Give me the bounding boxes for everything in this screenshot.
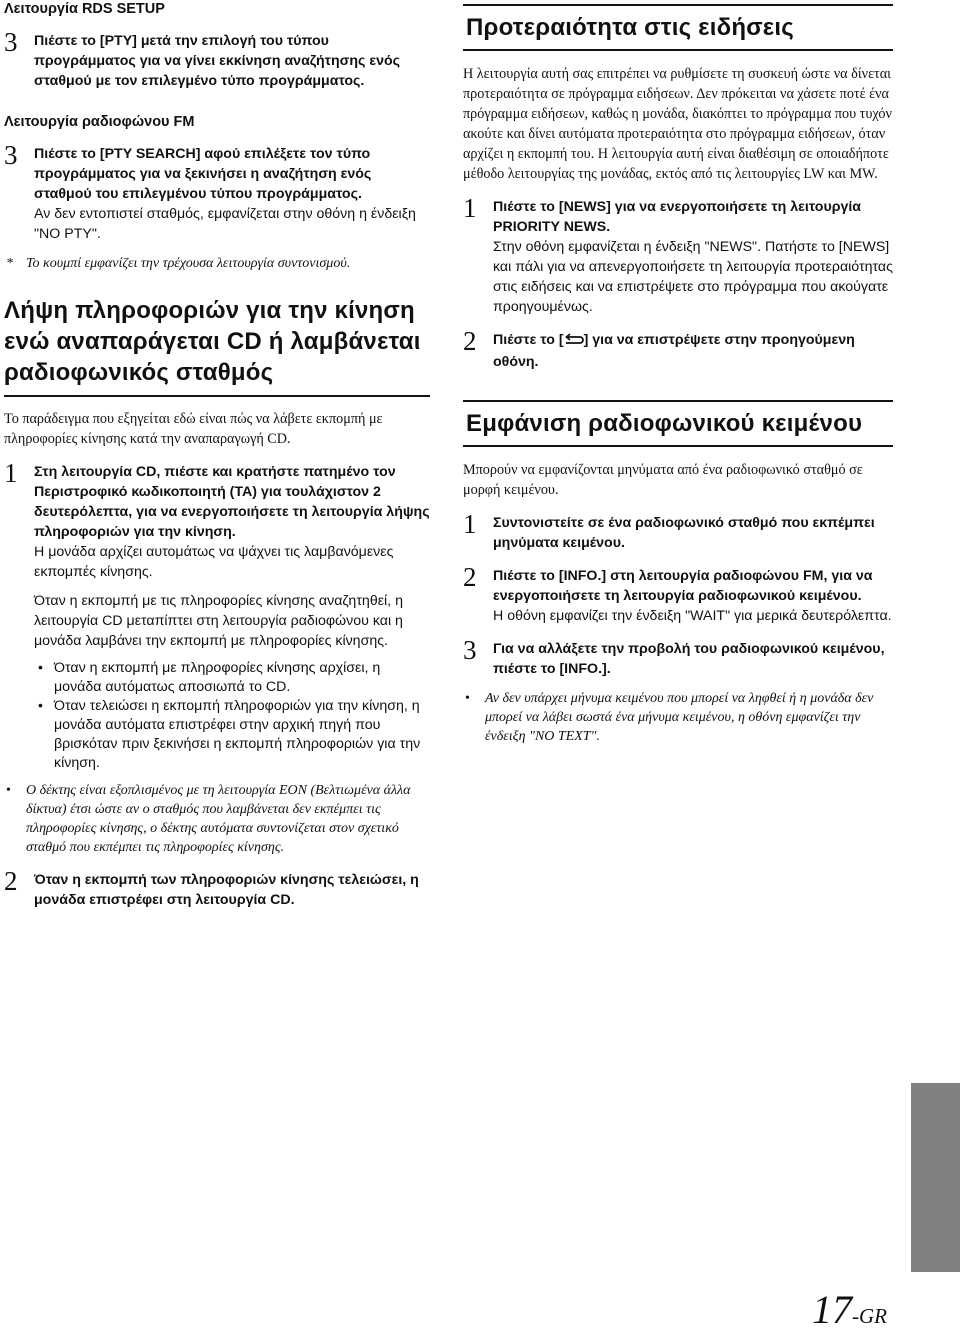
note-text: Ο δέκτης είναι εξοπλισμένος με τη λειτουργία EON (Βελτιωμένα άλλα δίκτυα) έτσι ώστε αν ο σταθμός που λαμβάνεται δεν εκπέμπει τις πληροφορίες κίνησης, ο δέκτης αυτόματα συντονίζεται στον σχετικό σταθμό που εκπέμπει τις πληροφορίες κίνησης. [26, 783, 411, 855]
step-instruction: Για να αλλάξετε την προβολή του ραδιοφωνικού κειμένου, πιέστε το [INFO.]. [493, 641, 885, 677]
step-number: 3 [4, 140, 18, 170]
list-item [34, 697, 430, 773]
radio-text-step-1 [463, 509, 893, 553]
asterisk-mark: * [6, 256, 13, 271]
traffic-intro: Το παράδειγμα που εξηγείται εδώ είναι πώς να λάβετε εκπομπή με πληροφορίες κίνησης κατά την αναπαραγωγή CD. [4, 411, 383, 447]
section-tab-marker [911, 1083, 960, 1272]
step-instruction: Πιέστε το [NEWS] για να ενεργοποιήσετε τη λειτουργία PRIORITY NEWS. [493, 199, 862, 235]
traffic-step-1 [4, 458, 430, 773]
rds-step-3 [4, 27, 430, 91]
step-number: 2 [4, 866, 18, 896]
page-language-suffix: -GR [852, 1304, 887, 1328]
news-step-2 [463, 326, 893, 372]
no-text-note [463, 689, 893, 746]
step-number: 3 [4, 27, 18, 57]
step-number: 1 [463, 193, 477, 223]
radio-text-step-2 [463, 562, 893, 626]
step-detail: Η οθόνη εμφανίζει την ένδειξη "WAIT" για μερικά δευτερόλεπτα. [493, 608, 892, 624]
bullet-text: Όταν τελειώσει η εκπομπή πληροφοριών για την κίνηση, η μονάδα αυτόματα επιστρέφει στην αρχική πηγή που βρισκόταν πριν ξεκινήσει η εκπομπή πληροφοριών για την κίνηση. [54, 698, 421, 771]
step-detail: Αν δεν εντοπιστεί σταθμός, εμφανίζεται στην οθόνη η ένδειξη "NO PTY". [34, 206, 416, 242]
traffic-step-2 [4, 866, 430, 910]
radio-text-intro: Μπορούν να εμφανίζονται μηνύματα από ένα ραδιοφωνικό σταθμό σε μορφή κειμένου. [463, 462, 863, 498]
eon-note [4, 781, 430, 857]
page-number-value: 17 [812, 1287, 852, 1332]
note-text: Το κουμπί εμφανίζει την τρέχουσα λειτουργία συντονισμού. [26, 256, 351, 271]
left-column [4, 0, 430, 910]
traffic-bullets [34, 659, 430, 773]
step-instruction: Στη λειτουργία CD, πιέστε και κρατήστε πατημένο τον Περιστροφικό κωδικοποιητή (TA) για τουλάχιστον 2 δευτερόλεπτα, για να ενεργοποιήσετε τη λειτουργία λήψης πληροφοριών για την κίνηση. [34, 464, 430, 540]
step-instruction: Πιέστε το [PTY] μετά την επιλογή του τύπου προγράμματος για να γίνει εκκίνηση αναζήτησης ενός σταθμού με τον επιλεγμένο τύπο προγράμματος. [34, 33, 401, 89]
page-number [812, 1288, 887, 1338]
step-detail-2: Όταν η εκπομπή με τις πληροφορίες κίνησης αναζητηθεί, η λειτουργία CD μεταπίπτει στη λειτουργία ραδιοφώνου και η μονάδα λαμβάνει την εκπομπή με πληροφορίες κίνησης. [34, 593, 403, 649]
step-detail: Στην οθόνη εμφανίζεται η ένδειξη "NEWS". Πατήστε το [NEWS] και πάλι για να απενεργοποιήσετε τη λειτουργία προτεραιότητας στις ειδήσεις και να επιστρέψετε στο πρόγραμμα που ακούγατε προηγουμένως. [493, 239, 893, 315]
radio-text-heading: Εμφάνιση ραδιοφωνικού κειμένου [463, 400, 893, 447]
bullet-icon: • [38, 698, 43, 714]
step-number: 1 [463, 509, 477, 539]
fm-step-3 [4, 140, 430, 244]
step-text-end: ] για να επιστρέψετε στην προηγούμενη οθόνη. [493, 332, 855, 370]
news-step-1 [463, 193, 893, 317]
right-column [463, 0, 893, 746]
rds-setup-title: Λειτουργία RDS SETUP [4, 1, 165, 17]
step-number: 2 [463, 562, 477, 592]
news-priority-heading: Προτεραιότητα στις ειδήσεις [463, 4, 893, 51]
bullet-icon: • [38, 660, 43, 676]
radio-text-step-3 [463, 635, 893, 679]
bullet-text: Όταν η εκπομπή με πληροφορίες κίνησης αρχίσει, η μονάδα αυτόματως αποσιωπά το CD. [54, 660, 381, 695]
step-number: 1 [4, 458, 18, 488]
bullet-icon: • [6, 783, 11, 798]
step-instruction [493, 330, 893, 372]
step-number: 2 [463, 326, 477, 356]
step-instruction: Συντονιστείτε σε ένα ραδιοφωνικό σταθμό που εκπέμπει μηνύματα κειμένου. [493, 515, 875, 551]
step-number: 3 [463, 635, 477, 665]
step-instruction: Πιέστε το [INFO.] στη λειτουργία ραδιοφώνου FM, για να ενεργοποιήσετε τη λειτουργία ραδιοφωνικού κειμένου. [493, 568, 873, 604]
bullet-icon: • [465, 691, 470, 706]
note-text: Αν δεν υπάρχει μήνυμα κειμένου που μπορεί να ληφθεί ή η μονάδα δεν μπορεί να λάβει σωστά ένα μήνυμα κειμένου, η οθόνη εμφανίζει την ένδειξη "NO TEXT". [485, 691, 874, 744]
fm-mode-title: Λειτουργία ραδιοφώνου FM [4, 114, 195, 130]
tuning-note [4, 254, 430, 273]
step-instruction: Πιέστε το [PTY SEARCH] αφού επιλέξετε τον τύπο προγράμματος για να ξεκινήσει η αναζήτηση ενός σταθμού του επιλεγμένου τύπου προγράμματος. [34, 146, 372, 202]
traffic-info-heading: Λήψη πληροφοριών για την κίνηση ενώ αναπαράγεται CD ή λαμβάνεται ραδιοφωνικός σταθμός [4, 295, 430, 397]
list-item [34, 659, 430, 697]
return-icon [564, 332, 584, 352]
step-text-start: Πιέστε το [ [493, 332, 564, 348]
news-intro: Η λειτουργία αυτή σας επιτρέπει να ρυθμίσετε τη συσκευή ώστε να δίνεται προτεραιότητα σε πρόγραμμα ειδήσεων. Δεν πρόκειται να χάσετε ποτέ ένα πρόγραμμα ειδήσεων, καθώς η μονάδα, διακόπτει το πρόγραμμα που τυχόν ακούτε και δίνει αυτόματα προτεραιότητα στο πρόγραμμα ειδήσεων, όταν αρχίζει η εκπομπή του. Η λειτουργία αυτή είναι διαθέσιμη σε οποιαδήποτε μέθοδο λειτουργίας της μονάδας, εκτός από τις λειτουργίες LW και MW. [463, 66, 892, 182]
step-detail: Η μονάδα αρχίζει αυτομάτως να ψάχνει τις λαμβανόμενες εκπομπές κίνησης. [34, 544, 394, 580]
step-instruction: Όταν η εκπομπή των πληροφοριών κίνησης τελειώσει, η μονάδα επιστρέφει στη λειτουργία CD. [34, 872, 419, 908]
